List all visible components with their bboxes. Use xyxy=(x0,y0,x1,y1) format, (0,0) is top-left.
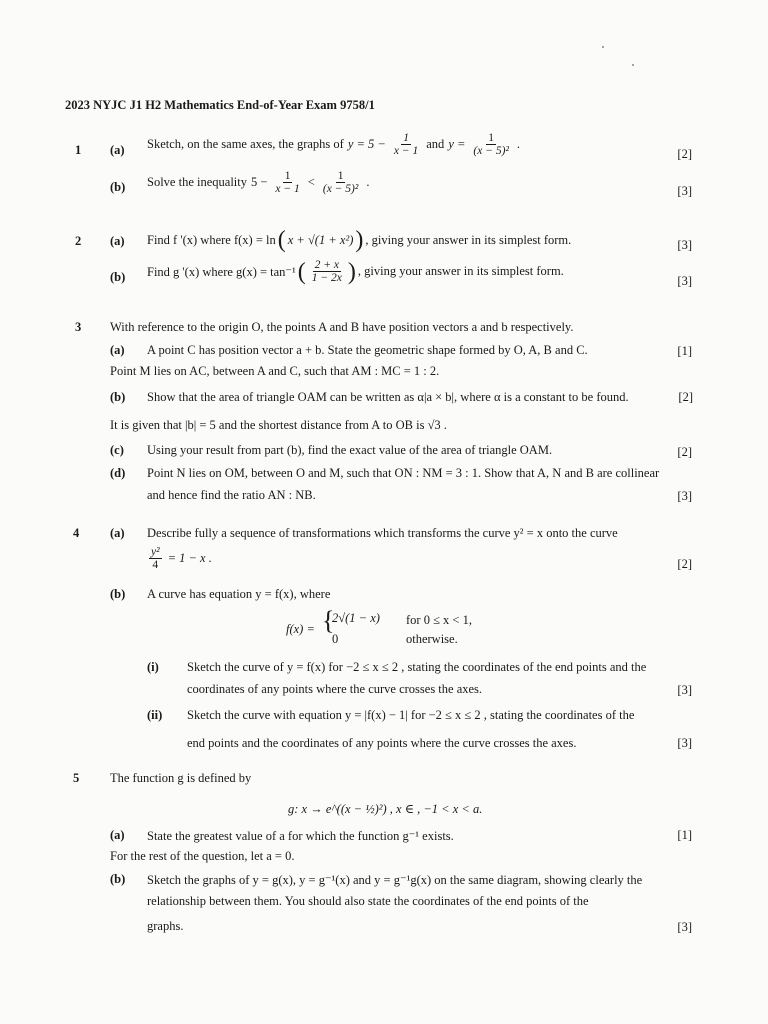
q5-intro: The function g is defined by xyxy=(110,771,252,785)
q4bi-label: (i) xyxy=(147,660,159,674)
q4b-case2-cond: otherwise. xyxy=(406,632,458,646)
q1b-text: Solve the inequality 5 − $\frac{1}{x - 1}$ < $\frac{1}{\text{(x − 5)²}}$ . xyxy=(147,170,370,196)
q3-m-line: Point M lies on AC, between A and C, such that AM : MC = 1 : 2. xyxy=(110,364,440,378)
q2a-marks: [3] xyxy=(677,238,692,252)
question-3-number: 3 xyxy=(75,320,82,334)
q4bii-text-line2: end points and the coordinates of any points where the curve crosses the axes. xyxy=(187,736,577,750)
q1a-marks: [2] xyxy=(677,147,692,161)
q4a-equation: $\frac{\text{y²}}{4}$ = 1 − x . xyxy=(151,546,212,572)
q1b-marks: [3] xyxy=(677,184,692,198)
q4b-text: A curve has equation y = f(x), where xyxy=(147,587,331,601)
q4b-case1: 2√(1 − x) xyxy=(332,611,380,625)
q3d-text-line2: and hence find the ratio AN : NB. xyxy=(147,488,316,502)
q2b-label: (b) xyxy=(110,270,126,284)
q5a-label: (a) xyxy=(110,828,125,842)
q5-rest-note: For the rest of the question, let a = 0. xyxy=(110,849,295,863)
q1a-text: Sketch, on the same axes, the graphs of y = 5 − $\frac{1}{x - 1}$ and y = $\frac{1}{\text{(x − 5)²}}$ . xyxy=(147,132,521,158)
q3a-label: (a) xyxy=(110,343,125,357)
q4b-label: (b) xyxy=(110,587,126,601)
q3-intro: With reference to the origin O, the points A and B have position vectors a and b respectively. xyxy=(110,320,574,334)
q4a-marks: [2] xyxy=(677,557,692,571)
exam-header: 2023 NYJC J1 H2 Mathematics End-of-Year Exam 9758/1 xyxy=(65,98,375,112)
q4b-case1-cond: for 0 ≤ x < 1, xyxy=(406,613,472,627)
q5b-label: (b) xyxy=(110,872,126,886)
q4b-brace: { xyxy=(322,606,335,635)
q3c-label: (c) xyxy=(110,443,124,457)
q3b-marks: [2] xyxy=(678,390,693,404)
q4bi-marks: [3] xyxy=(677,683,692,697)
q5a-marks: [1] xyxy=(677,828,692,842)
q3d-label: (d) xyxy=(110,466,126,480)
q4a-label: (a) xyxy=(110,526,125,540)
q2a-text: Find f '(x) where f(x) = ln ( x + √(1 + x²) ) , giving your answer in its simplest form. xyxy=(147,227,572,253)
question-4-number: 4 xyxy=(73,526,80,540)
q5b-text-line3: graphs. xyxy=(147,919,184,933)
q4bii-text-line1: Sketch the curve with equation y = |f(x) − 1| for −2 ≤ x ≤ 2 , stating the coordinates of the xyxy=(187,708,635,722)
q4a-text: Describe fully a sequence of transformations which transforms the curve y² = x onto the curve xyxy=(147,526,618,540)
q3c-marks: [2] xyxy=(677,445,692,459)
q1b-label: (b) xyxy=(110,180,126,194)
q2b-text: Find g '(x) where g(x) = tan⁻¹ ( $\frac{2 + x}{1 - 2x}$ ) , giving your answer in its simplest form. xyxy=(147,258,564,285)
q5b-text-line1: Sketch the graphs of y = g(x), y = g⁻¹(x) and y = g⁻¹g(x) on the same diagram, showing clearly the xyxy=(147,873,643,887)
q4bi-text-line2: coordinates of any points where the curve crosses the axes. xyxy=(187,682,483,696)
scan-speck xyxy=(632,64,634,66)
q1a-label: (a) xyxy=(110,143,125,157)
question-5-number: 5 xyxy=(73,771,80,785)
q2b-marks: [3] xyxy=(677,274,692,288)
scan-speck xyxy=(602,46,604,48)
q3b-text: Show that the area of triangle OAM can be written as α|a × b|, where α is a constant to be found. xyxy=(147,390,629,404)
q5a-text: State the greatest value of a for which the function g⁻¹ exists. xyxy=(147,829,454,843)
q3d-text-line1: Point N lies on OM, between O and M, such that ON : NM = 3 : 1. Show that A, N and B are collinear xyxy=(147,466,660,480)
q5b-text-line2: relationship between them. You should also state the coordinates of the end points of the xyxy=(147,894,589,908)
q3c-text: Using your result from part (b), find the exact value of the area of triangle OAM. xyxy=(147,443,553,457)
q4bii-marks: [3] xyxy=(677,736,692,750)
q3a-marks: [1] xyxy=(677,344,692,358)
q3d-marks: [3] xyxy=(677,489,692,503)
question-1-number: 1 xyxy=(75,143,82,157)
q4bii-label: (ii) xyxy=(147,708,163,722)
q5-definition: g: x → e^((x − ½)²) , x ∈ , −1 < x < a. xyxy=(288,802,483,816)
q3b-label: (b) xyxy=(110,390,126,404)
q4bi-text-line1: Sketch the curve of y = f(x) for −2 ≤ x ≤ 2 , stating the coordinates of the end points and the xyxy=(187,660,647,674)
q3-given: It is given that |b| = 5 and the shortest distance from A to OB is √3 . xyxy=(110,418,447,432)
q2a-label: (a) xyxy=(110,234,125,248)
question-2-number: 2 xyxy=(75,234,82,248)
q4b-f-lhs: f(x) = xyxy=(286,622,315,636)
q3a-text: A point C has position vector a + b. State the geometric shape formed by O, A, B and C. xyxy=(147,343,588,357)
q5b-marks: [3] xyxy=(677,920,692,934)
q4b-case2: 0 xyxy=(332,632,339,646)
